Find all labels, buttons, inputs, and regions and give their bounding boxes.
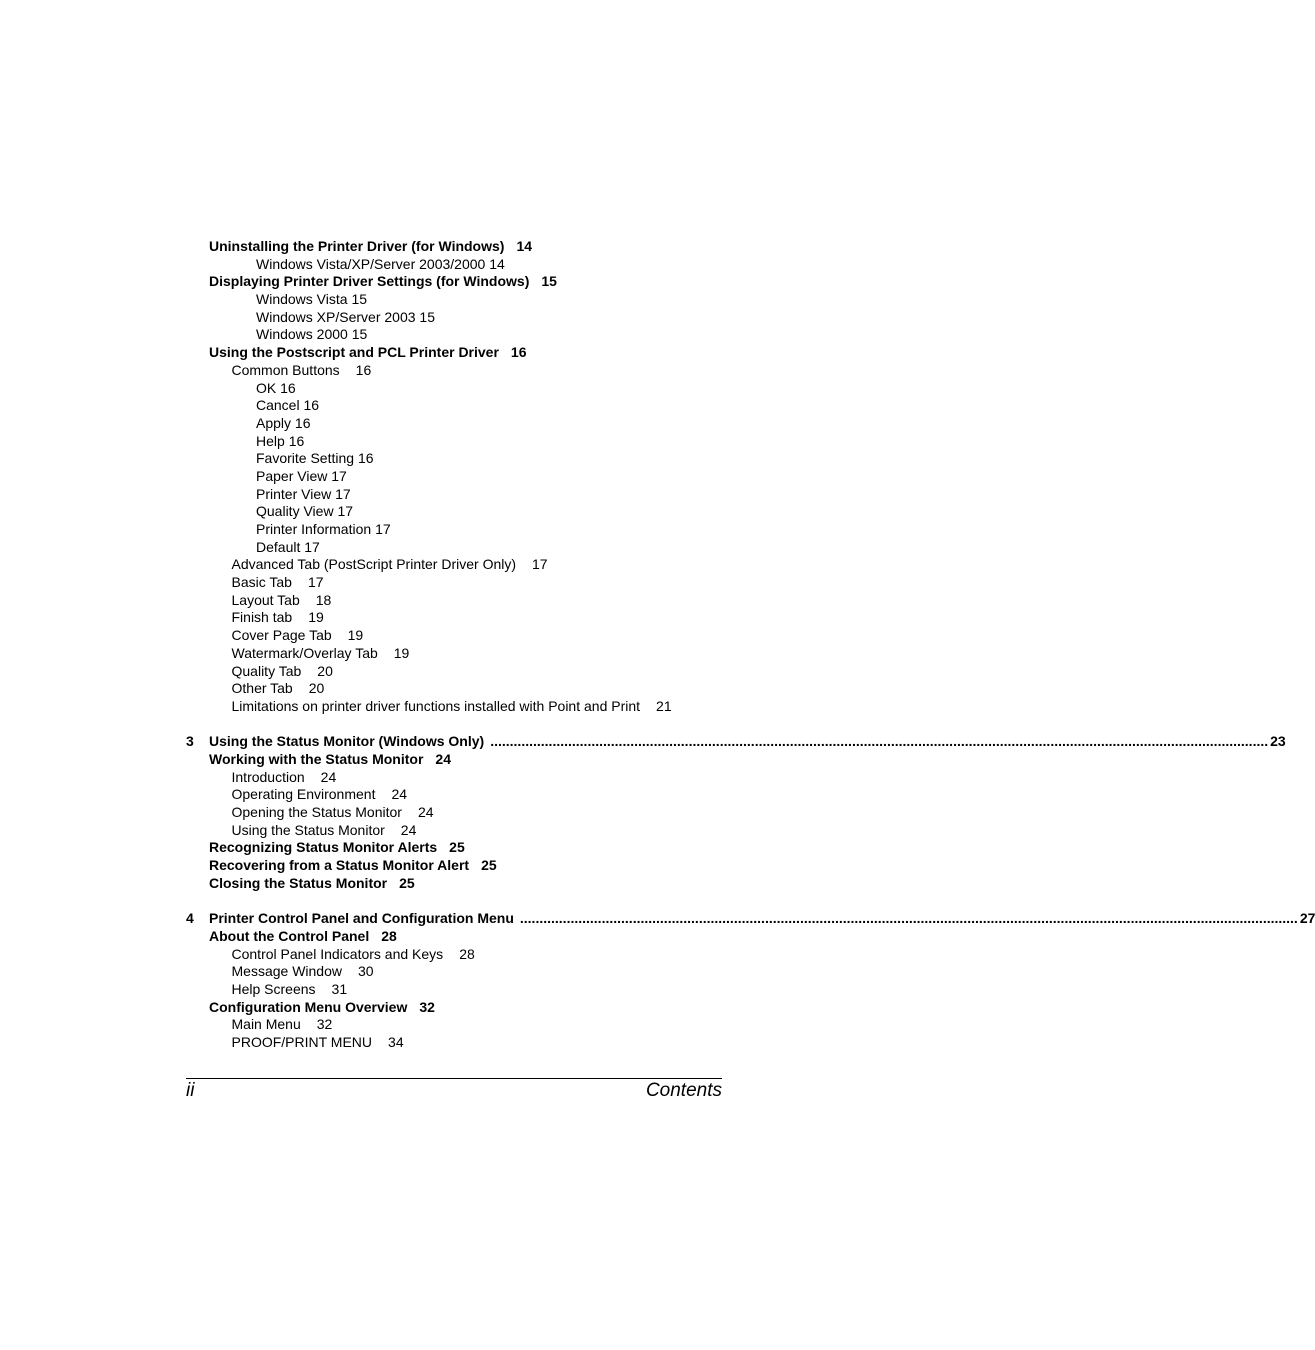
toc-entry-title: Printer View xyxy=(256,485,332,502)
toc-entry-level-2[interactable] xyxy=(186,769,722,787)
toc-entry-page: 15 xyxy=(351,291,368,308)
toc-entry-title: Favorite Setting xyxy=(256,450,355,467)
toc-entry-title: Watermark/Overlay Tab xyxy=(231,644,378,661)
toc-entry-page: 24 xyxy=(417,804,434,820)
toc-entry-level-2[interactable] xyxy=(186,609,722,627)
toc-entry-title: Recovering from a Status Monitor Alert xyxy=(209,857,470,874)
toc-entry-page: 25 xyxy=(449,839,465,856)
toc-entry-level-1[interactable] xyxy=(186,751,722,769)
toc-entry-level-3[interactable] xyxy=(186,486,722,504)
toc-entry-level-3[interactable] xyxy=(186,415,722,433)
toc-entry-level-2[interactable] xyxy=(186,627,722,645)
toc-chapter-title: Printer Control Panel and Configuration Menu xyxy=(209,910,514,927)
toc-entry-title: Using the Status Monitor xyxy=(231,821,385,838)
toc-entry-level-2[interactable] xyxy=(186,645,722,663)
toc-entry-title: Message Window xyxy=(231,963,342,980)
toc-entry-level-2[interactable] xyxy=(186,963,722,981)
toc-entry-page: 16 xyxy=(357,450,374,467)
toc-spacer xyxy=(186,892,722,910)
toc-entry-level-1[interactable] xyxy=(186,238,722,256)
toc-entry-page: 24 xyxy=(320,768,337,785)
toc-entry-level-3[interactable] xyxy=(186,503,722,521)
toc-entry-page: 16 xyxy=(355,361,372,378)
toc-entry-level-3[interactable] xyxy=(186,450,722,468)
toc-entry-page: 15 xyxy=(351,326,368,343)
toc-entry-title: Closing the Status Monitor xyxy=(209,874,388,891)
toc-entry-page: 15 xyxy=(541,273,557,290)
toc-entry-title: Opening the Status Monitor xyxy=(231,804,402,820)
toc-entry-level-2[interactable] xyxy=(186,1034,722,1052)
toc-entry-page: 14 xyxy=(516,238,533,254)
toc-entry-page: 17 xyxy=(337,503,354,520)
toc-entry-title: PROOF/PRINT MENU xyxy=(231,1033,373,1050)
footer-section-title: Contents xyxy=(645,1080,722,1101)
toc-entry-page: 17 xyxy=(331,467,347,484)
toc-spacer xyxy=(186,716,722,734)
toc-entry-page: 30 xyxy=(358,963,374,980)
toc-entry-level-2[interactable] xyxy=(186,822,722,840)
toc-entry-title: Operating Environment xyxy=(231,786,376,803)
toc-entry-page: 21 xyxy=(656,697,672,714)
table-of-contents xyxy=(186,238,1315,1052)
toc-entry-level-3[interactable] xyxy=(186,380,722,398)
toc-entry-page: 18 xyxy=(315,591,332,608)
toc-entry-title: Working with the Status Monitor xyxy=(209,750,424,767)
toc-entry-page: 17 xyxy=(304,538,320,555)
toc-entry-title: Using the Postscript and PCL Printer Driver xyxy=(209,344,499,361)
toc-entry-page: 16 xyxy=(280,379,296,396)
toc-entry-title: Common Buttons xyxy=(231,361,340,378)
toc-entry-title: Finish tab xyxy=(231,609,293,626)
toc-chapter-page: 27 xyxy=(1299,910,1315,927)
toc-entry-page: 17 xyxy=(532,556,548,573)
toc-entry-title: Main Menu xyxy=(231,1016,301,1033)
toc-chapter-number: 4 xyxy=(186,910,194,927)
toc-entry-page: 34 xyxy=(388,1033,404,1050)
toc-entry-level-1[interactable] xyxy=(186,999,722,1017)
toc-entry-page: 20 xyxy=(317,662,333,679)
toc-entry-page: 16 xyxy=(303,397,320,414)
toc-entry-title: Advanced Tab (PostScript Printer Driver Only) xyxy=(231,556,517,573)
toc-entry-title: Windows 2000 xyxy=(256,326,348,343)
toc-entry-page: 28 xyxy=(381,927,397,944)
toc-entry-level-3[interactable] xyxy=(186,521,722,539)
toc-entry-level-2[interactable] xyxy=(186,663,722,681)
toc-entry-title: Limitations on printer driver functions installed with Point and Print xyxy=(231,697,641,714)
footer-page-number: ii xyxy=(186,1080,195,1101)
toc-entry-level-2[interactable] xyxy=(186,680,722,698)
toc-dot-leader: ........................................................................................................................................................................................................ xyxy=(519,910,1298,927)
toc-entry-title: Configuration Menu Overview xyxy=(209,998,408,1015)
toc-entry-title: Basic Tab xyxy=(231,574,292,591)
toc-entry-title: Windows Vista/XP/Server 2003/2000 xyxy=(256,255,486,272)
toc-entry-level-2[interactable] xyxy=(186,1016,722,1034)
toc-entry-page: 20 xyxy=(308,680,325,697)
toc-entry-level-3[interactable] xyxy=(186,291,722,309)
toc-entry-level-2[interactable] xyxy=(186,786,722,804)
toc-dot-leader: ........................................................................................................................................................................................................ xyxy=(490,733,1269,750)
toc-entry-level-1[interactable] xyxy=(186,839,722,857)
toc-chapter-entry[interactable] xyxy=(186,733,1286,751)
toc-entry-page: 19 xyxy=(393,644,410,661)
toc-entry-level-1[interactable] xyxy=(186,344,722,362)
toc-entry-page: 31 xyxy=(331,980,348,997)
toc-entry-page: 19 xyxy=(347,627,364,644)
toc-entry-level-2[interactable] xyxy=(186,946,722,964)
toc-entry-page: 16 xyxy=(510,344,527,361)
toc-entry-level-2[interactable] xyxy=(186,981,722,999)
toc-chapter-title: Using the Status Monitor (Windows Only) xyxy=(209,733,485,750)
toc-entry-level-2[interactable] xyxy=(186,362,722,380)
toc-entry-page: 15 xyxy=(419,308,435,325)
toc-entry-page: 19 xyxy=(308,609,324,626)
toc-entry-title: Recognizing Status Monitor Alerts xyxy=(209,839,438,856)
toc-entry-level-1[interactable] xyxy=(186,273,722,291)
toc-entry-title: Control Panel Indicators and Keys xyxy=(231,945,444,962)
toc-entry-page: 16 xyxy=(294,414,311,431)
toc-entry-level-3[interactable] xyxy=(186,433,722,451)
toc-entry-page: 32 xyxy=(419,998,435,1015)
toc-entry-level-3[interactable] xyxy=(186,256,722,274)
toc-entry-title: Quality View xyxy=(256,503,334,520)
toc-entry-title: Uninstalling the Printer Driver (for Windows) xyxy=(209,238,505,254)
toc-entry-page: 28 xyxy=(459,945,475,962)
toc-entry-level-2[interactable] xyxy=(186,592,722,610)
toc-entry-level-2[interactable] xyxy=(186,574,722,592)
toc-entry-page: 24 xyxy=(435,750,451,767)
toc-entry-title: Other Tab xyxy=(231,680,293,697)
toc-entry-title: Cancel xyxy=(256,397,300,414)
toc-entry-page: 25 xyxy=(399,874,415,891)
toc-entry-page: 17 xyxy=(375,521,391,537)
toc-entry-page: 17 xyxy=(335,485,351,502)
toc-entry-level-2[interactable] xyxy=(186,804,722,822)
toc-entry-level-3[interactable] xyxy=(186,309,722,327)
toc-entry-title: Default xyxy=(256,538,301,555)
toc-entry-title: Printer Information xyxy=(256,521,372,537)
toc-entry-level-2[interactable] xyxy=(186,556,722,574)
toc-entry-title: Introduction xyxy=(231,768,305,785)
footer-rule xyxy=(186,1078,722,1079)
toc-entry-level-3[interactable] xyxy=(186,397,722,415)
toc-entry-level-3[interactable] xyxy=(186,326,722,344)
toc-chapter-entry[interactable] xyxy=(186,910,1315,928)
toc-chapter-number: 3 xyxy=(186,733,194,750)
toc-entry-title: Windows Vista xyxy=(256,291,348,308)
toc-entry-page: 32 xyxy=(316,1016,333,1033)
toc-entry-title: Paper View xyxy=(256,467,328,484)
toc-entry-title: OK xyxy=(256,379,277,396)
toc-entry-level-3[interactable] xyxy=(186,468,722,486)
toc-entry-title: Quality Tab xyxy=(231,662,302,679)
toc-entry-page: 25 xyxy=(481,857,497,874)
toc-entry-title: Help xyxy=(256,432,285,449)
toc-entry-title: Windows XP/Server 2003 xyxy=(256,308,416,325)
toc-entry-title: About the Control Panel xyxy=(209,927,370,944)
toc-entry-level-1[interactable] xyxy=(186,875,722,893)
toc-entry-title: Apply xyxy=(256,414,292,431)
toc-entry-page: 24 xyxy=(391,786,408,803)
toc-entry-level-3[interactable] xyxy=(186,539,722,557)
toc-entry-title: Help Screens xyxy=(231,980,316,997)
toc-entry-title: Layout Tab xyxy=(231,591,300,608)
toc-entry-title: Displaying Printer Driver Settings (for Windows) xyxy=(209,273,530,290)
toc-entry-page: 24 xyxy=(400,821,417,838)
toc-entry-level-2[interactable] xyxy=(186,698,722,716)
toc-chapter-page: 23 xyxy=(1270,733,1286,750)
toc-entry-page: 16 xyxy=(288,432,305,449)
toc-entry-level-1[interactable] xyxy=(186,928,722,946)
toc-entry-page: 17 xyxy=(307,574,324,591)
toc-entry-title: Cover Page Tab xyxy=(231,627,332,644)
toc-entry-page: 14 xyxy=(489,255,505,272)
toc-entry-level-1[interactable] xyxy=(186,857,722,875)
